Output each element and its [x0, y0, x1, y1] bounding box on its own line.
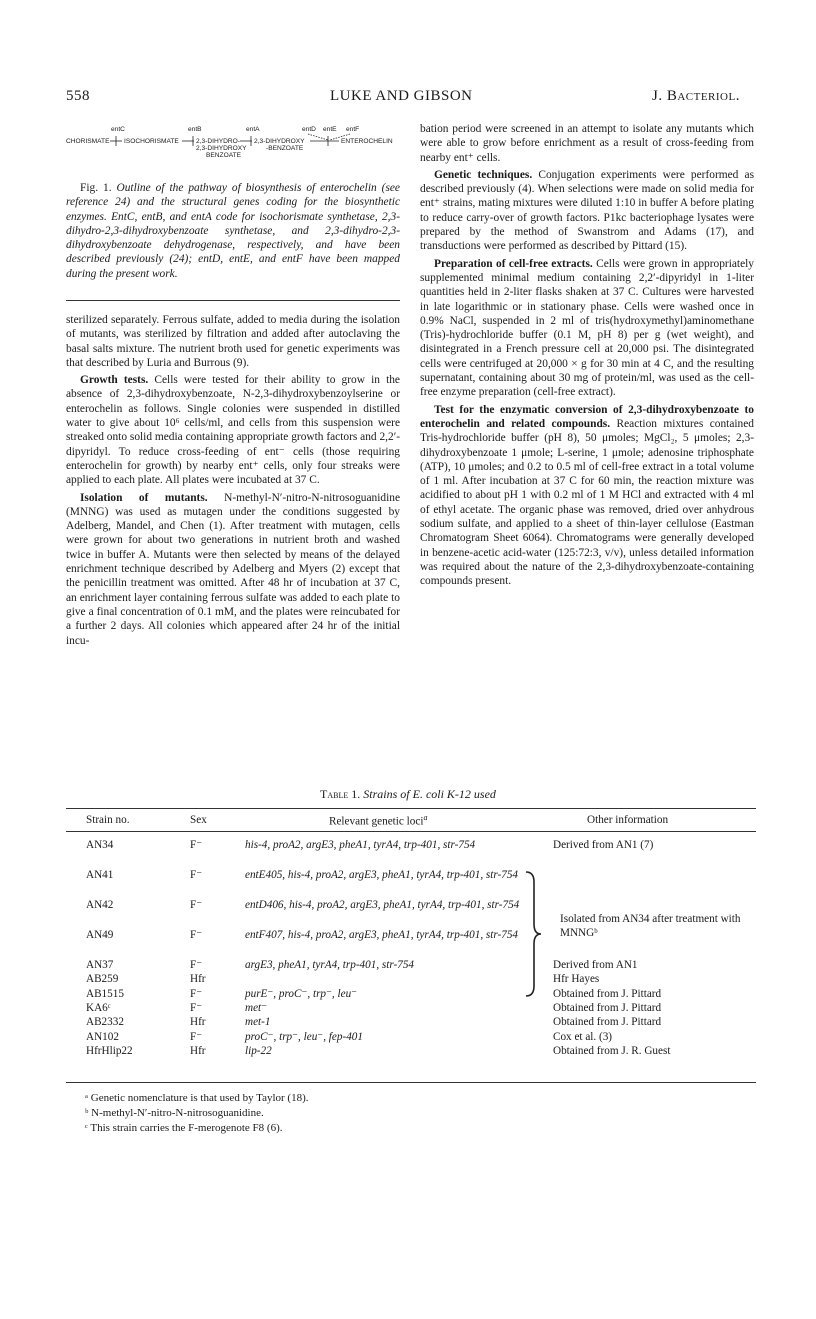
sex-cell: Hfr	[190, 1044, 206, 1057]
sex-cell: F⁻	[190, 959, 203, 972]
loci-cell: proC⁻, trp⁻, leu⁻, fep-401	[245, 1030, 363, 1043]
strain-cell: AB1515	[86, 987, 124, 1000]
isolation-heading: Isolation of mutants.	[80, 491, 208, 504]
sex-cell: F⁻	[190, 987, 203, 1000]
loci-cell	[245, 972, 535, 986]
enzymatic-test-heading: Test for the enzymatic conversion of 2,3-dihydroxybenzoate to enterochelin and related compounds.	[420, 403, 754, 430]
table-1-title	[0, 787, 816, 802]
strain-cell: AN102	[86, 1030, 119, 1043]
pathway-arrows	[66, 126, 400, 166]
gene-label-entF: entF	[346, 126, 360, 133]
growth-tests-heading: Growth tests.	[80, 374, 149, 387]
strain-cell: AN49	[86, 929, 114, 942]
strain-cell: AN34	[86, 839, 114, 852]
strain-cell: AN37	[86, 959, 114, 972]
entF-dashed	[330, 134, 350, 140]
sex-cell: F⁻	[190, 869, 203, 882]
table-title-label: Table 1.	[320, 787, 361, 801]
loci-cell: entD406, his-4, proA2, argE3, pheA1, tyrA4, trp-401, str-754	[245, 899, 520, 912]
chorismate-label: CHORISMATE	[66, 138, 110, 145]
enzymatic-test-text: Reaction mixtures contained Tris-hydrochloride buffer (pH 8), 50 μmoles; MgCl₂, 5 μmoles; 2,3-dihydroxybenzoate 1 μmole; L-serine, 1 μmole; adenosine triphosphate (ATP), 10 μmoles; and 0.2 to 0.5 ml of cell-free extract in a total volume of 1 ml. After incubation at 37 C for 60 min, the reaction mixture was acidified to about pH 1 with 0.2 ml of 1 M HCl and extracted with 4 ml of ethyl acetate. The organic phase was removed, dried over anhydrous sodium sulfate, and applied to a sheet of thin-layer cellulose (Eastman Chromatogram Sheet 6064). Chromatograms were generally developed in benzene-acetic acid-water (125:72:3, v/v), unless detailed information was required about the nature of the 2,3-dihydroxybenzoate-containing compounds present.	[420, 417, 754, 588]
right-column	[420, 122, 754, 589]
other-cell: Obtained from J. Pittard	[553, 1016, 662, 1029]
table-row	[66, 1030, 756, 1044]
sex-cell: Hfr	[190, 973, 206, 986]
table-header-rule	[66, 831, 756, 832]
dihydroxy-label-2: -BENZOATE	[266, 145, 304, 152]
table-row	[66, 1015, 756, 1029]
caption-divider	[66, 300, 400, 301]
loci-cell: entE405, his-4, proA2, argE3, pheA1, tyrA4, trp-401, str-754	[245, 869, 519, 882]
enterochelin-label: ENTEROCHELIN	[341, 138, 393, 145]
col-header-loci-sup: a	[423, 813, 428, 822]
table-bottom-rule	[66, 1082, 756, 1083]
loci-cell: argE3, pheA1, tyrA4, trp-401, str-754	[245, 959, 415, 972]
dihydroxy-label: 2,3-DIHYDROXY	[254, 138, 305, 145]
table-title-text: Strains of E. coli K-12 used	[363, 787, 496, 801]
other-cell: Obtained from J. Pittard	[553, 987, 662, 1000]
figure-1-pathway	[66, 126, 400, 176]
strain-cell: AN42	[86, 899, 114, 912]
table-row	[66, 1001, 756, 1015]
col-header-sex: Sex	[190, 813, 207, 826]
table-row	[66, 987, 756, 1001]
loci-cell: met⁻	[245, 1001, 268, 1014]
table-row	[66, 958, 756, 972]
table-row	[66, 972, 756, 986]
table-header-row	[66, 812, 756, 831]
other-cell	[535, 868, 756, 898]
sex-cell: Hfr	[190, 1016, 206, 1029]
strain-cell: KA6ᶜ	[86, 1001, 111, 1014]
loci-cell: met-1	[245, 1016, 271, 1029]
right-paragraph-1: bation period were screened in an attempt to isolate any mutants which were able to grow before enrichment as a result of cross-feeding from nearby ent⁺ cells.	[420, 123, 754, 164]
loci-cell: entF407, his-4, proA2, argE3, pheA1, tyrA4, trp-401, str-754	[245, 929, 519, 942]
other-cell: Derived from AN1 (7)	[553, 839, 654, 852]
growth-tests-text: Cells were tested for their ability to grow in the absence of 2,3-dihydroxybenzoate, N-2,3-dihydroxybenzoylserine or enterochelin as follows. Single colonies were suspended in distilled water to give about 10⁶ cells/ml, and cells from this suspension were streaked onto solid media containing appropriate growth factors and 2,2′-dipyridyl. To reduce cross-feeding of ent⁻ cells (those requiring enterochelin for growth) by nearby ent⁺ cells, only four streaks were applied to each plate. All plates were incubated at 37 C.	[66, 374, 400, 487]
sex-cell: F⁻	[190, 1030, 203, 1043]
gene-label-entC: entC	[111, 126, 125, 133]
dihydro-label-2: 2,3-DIHYDROXY	[196, 145, 247, 152]
left-column	[66, 313, 400, 648]
table-row	[66, 1044, 756, 1058]
sex-cell: F⁻	[190, 929, 203, 942]
running-authors: LUKE AND GIBSON	[330, 88, 473, 104]
sex-cell: F⁻	[190, 1001, 203, 1014]
isolation-text: N-methyl-N′-nitro-N-nitrosoguanidine (MNNG) was used as mutagen under the conditions suggested by Adelberg, Mandel, and Chen (1). After treatment with mutagen, cells were grown for about two generations in nutrient broth and washed twice in buffer A. Mutants were then selected by means of the delayed enrichment technique described by Adelberg and Myers (2) except that the penicillin treatment was omitted. After 48 hr of incubation at 37 C, an enrichment layer containing ferrous sulfate was added to each plate to give a final concentration of 0.1 mM, and the plates were reincubated for a further 2 days. All colonies which appeared after 24 hr of the initial incu-	[66, 491, 400, 647]
gene-label-entD: entD	[302, 126, 316, 133]
gene-label-entE: entE	[323, 126, 337, 133]
isochorismate-label: ISOCHORISMATE	[124, 138, 179, 145]
footnote-a: ᵃ Genetic nomenclature is that used by Taylor (18).	[85, 1092, 309, 1104]
footnote-b: ᵇ N-methyl-N′-nitro-N-nitrosoguanidine.	[85, 1107, 264, 1119]
col-header-strain: Strain no.	[86, 813, 130, 826]
col-header-other: Other information	[587, 813, 669, 826]
sex-cell: F⁻	[190, 839, 203, 852]
table-row	[66, 838, 756, 868]
strain-cell: HfrHlip22	[86, 1044, 133, 1057]
other-cell: Obtained from J. Pittard	[553, 1001, 662, 1014]
sex-cell: F⁻	[190, 899, 203, 912]
entD-dashed	[308, 134, 328, 140]
journal-name: J. Bacteriol.	[652, 88, 740, 104]
cell-free-heading: Preparation of cell-free extracts.	[434, 257, 593, 270]
cell-free-text: Cells were grown in appropriately supplemented minimal medium containing 2,2′-dipyridyl in 1-liter quantities held in 2-liter flasks shaken at 37 C. Cultures were harvested in late logarithmic or in stationary phase. Cells were washed once in 0.9% NaCl, suspended in 2 ml of tris(hydroxymethyl)aminomethane (Tris)-hydrochloride buffer (0.1 M, pH 8) per g (wet weight), and disintegrated in a French pressure cell at 20,000 psi. The disintegrated cells were centrifuged at 20,000 × g for 30 min at 4 C, and the resulting supernatant, containing about 30 mg of protein/ml, was used as the cell-free enzyme preparation (cell-free extract).	[420, 257, 754, 399]
footnote-c: ᶜ This strain carries the F-merogenote F8 (6).	[85, 1122, 283, 1134]
figure-caption-text: Outline of the pathway of biosynthesis of enterochelin (see reference 24) and the structural genes coding for the biosynthetic enzymes. EntC, entB, and entA code for isochorismate synthetase, 2,3-dihydro-2,3-dihydroxybenzoate synthetase, and 2,3-dihydro-2,3-dihydroxybenzoate dehydrogenase, respectively, and have been described previously (24); entD, entE, and entF have been mapped during the present work.	[66, 182, 400, 280]
gene-label-entA: entA	[246, 126, 260, 133]
strain-cell: AB259	[86, 973, 119, 986]
dihydro-label-3: BENZOATE	[206, 152, 242, 159]
page-number: 558	[66, 88, 90, 104]
table-brace	[522, 870, 544, 998]
col-header-loci	[245, 812, 535, 831]
genetic-techniques-heading: Genetic techniques.	[434, 168, 533, 181]
bracket-note: Isolated from AN34 after treatment with MNNGᵇ	[560, 913, 741, 939]
dihydro-label: 2,3-DIHYDRO-	[196, 138, 240, 145]
strain-cell: AN41	[86, 869, 114, 882]
loci-cell: his-4, proA2, argE3, pheA1, tyrA4, trp-401, str-754	[245, 839, 476, 852]
other-cell: Obtained from J. R. Guest	[553, 1044, 671, 1057]
genetic-techniques-text: Conjugation experiments were performed as described previously (4). When selections were made on solid media for ent⁺ strains, mating mixtures were diluted 1:10 in buffer A before plating to reduce carry-over of growth factors. P1kc bacteriophage lysates were prepared by the method of Swanstrom and Adams (17), and transductions were performed as described by Pittard (15).	[420, 168, 754, 253]
figure-1-caption	[66, 181, 400, 281]
table-top-rule	[66, 808, 756, 809]
other-cell: Cox et al. (3)	[553, 1030, 613, 1043]
loci-cell: lip-22	[245, 1044, 272, 1057]
gene-label-entB: entB	[188, 126, 202, 133]
other-cell: Derived from AN1	[553, 959, 638, 972]
figure-caption-label: Fig. 1.	[80, 182, 112, 194]
strain-cell: AB2332	[86, 1016, 124, 1029]
other-cell: Hfr Hayes	[553, 973, 600, 986]
left-paragraph-1: sterilized separately. Ferrous sulfate, added to media during the isolation of mutants, was sterilized by filtration and added after autoclaving the basal salts mixture. The nutrient broth used for genetic experiments was that described by Luria and Burrous (9).	[66, 314, 400, 369]
loci-cell: purE⁻, proC⁻, trp⁻, leu⁻	[245, 987, 358, 1000]
col-header-loci-text: Relevant genetic loci	[329, 815, 424, 828]
table-row	[66, 868, 756, 898]
